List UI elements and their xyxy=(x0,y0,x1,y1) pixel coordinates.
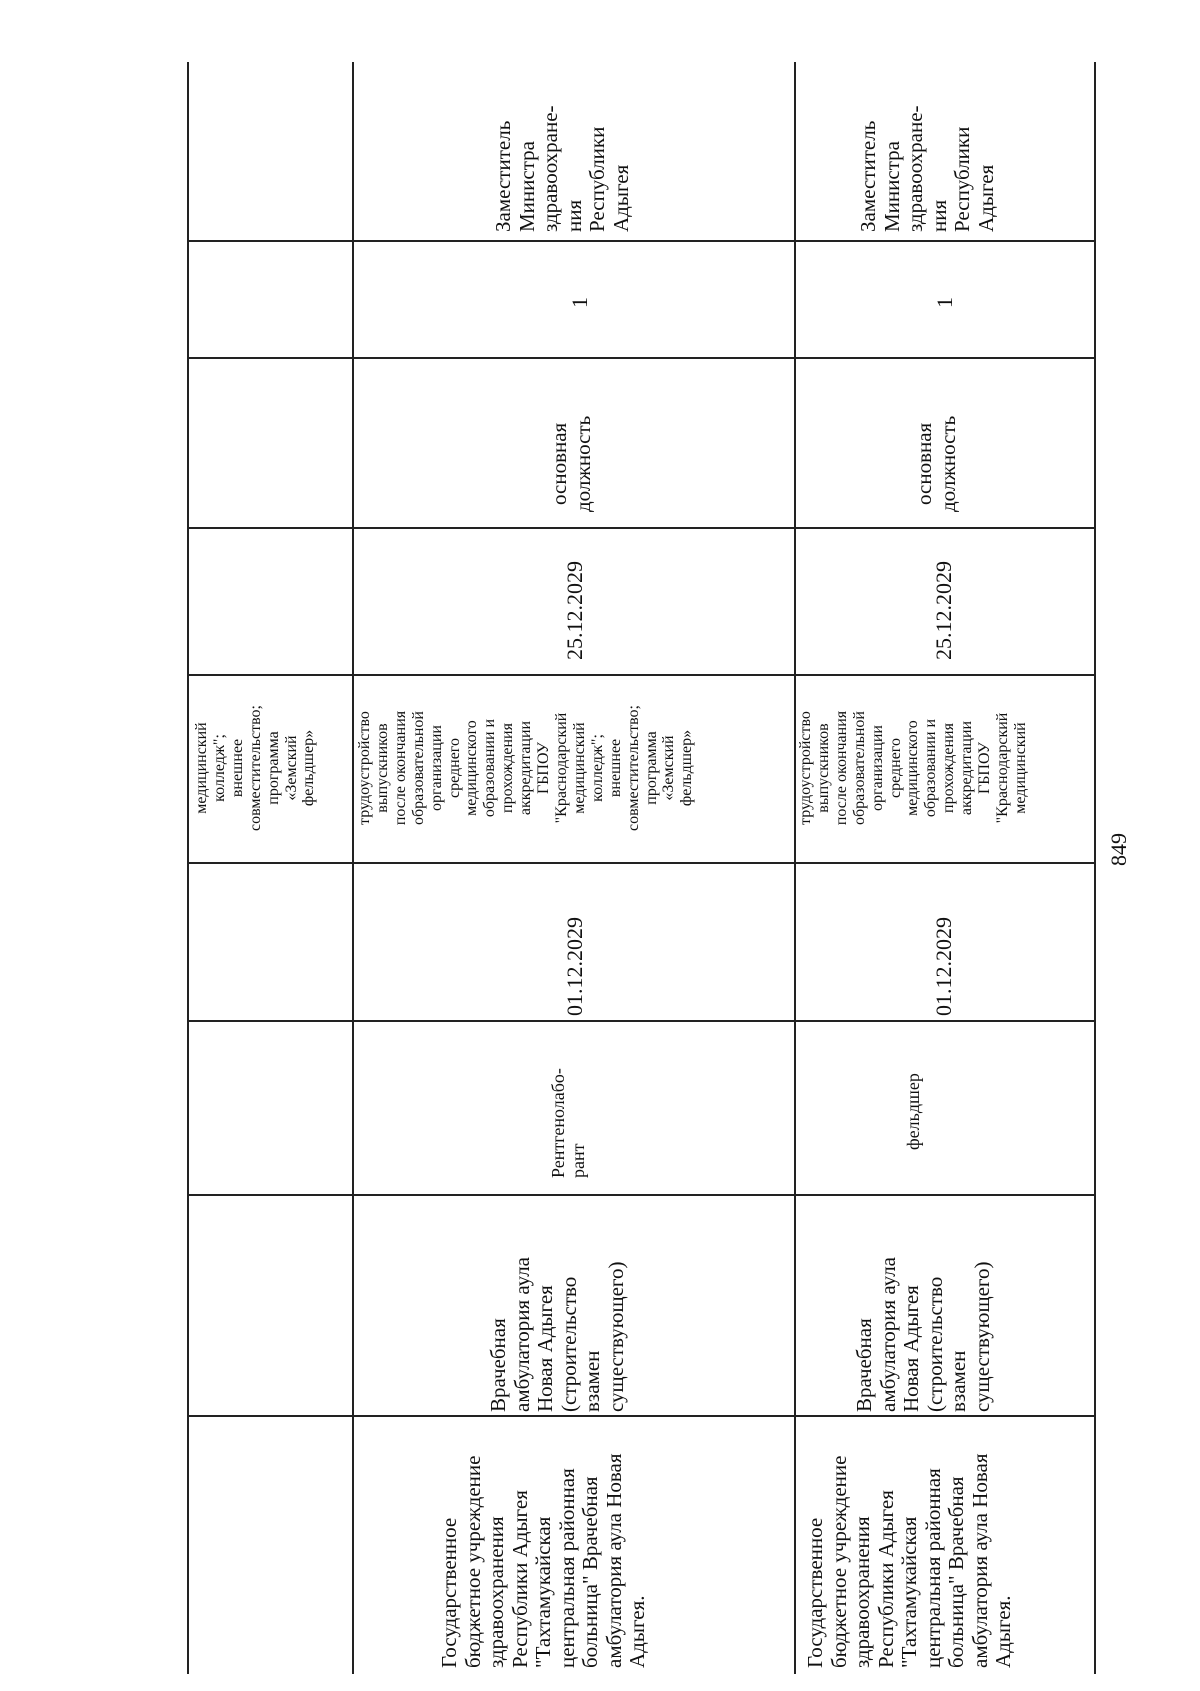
cell-line: здравоохране- xyxy=(903,105,928,232)
cell-line: Заместитель xyxy=(491,120,515,232)
cell-line: амбулатория аула Новая xyxy=(967,1453,992,1668)
cell-line: бюджетное учреждение xyxy=(826,1455,851,1668)
cell-line: совместительство; xyxy=(624,704,642,832)
cell-line: здравоохранения xyxy=(484,1516,509,1668)
row2-responsible-cell xyxy=(857,105,998,232)
cell-line: медицинский xyxy=(1011,722,1029,814)
row2-institution-cell xyxy=(804,1453,1016,1668)
cell-line: медицинский xyxy=(570,722,588,814)
cell-line: существующего) xyxy=(969,1261,994,1412)
column-divider-6 xyxy=(187,1020,1096,1022)
cell-line: Адыгея. xyxy=(991,1595,1016,1668)
cell-line: "Тахтамукайская xyxy=(531,1516,556,1668)
row1-position-cell xyxy=(548,1068,588,1178)
cell-line: Государственное xyxy=(803,1517,827,1668)
cell-line: внешнее xyxy=(606,738,624,798)
cell-line: колледж"; xyxy=(588,734,606,802)
cell-line: центральная районная xyxy=(920,1468,945,1668)
cell-line: аккредитации xyxy=(958,720,976,816)
cell-line: рант xyxy=(568,1143,589,1178)
cell-line: должность xyxy=(935,415,960,512)
row1-count: 1 xyxy=(567,297,592,308)
cell-line: медицинского xyxy=(904,720,922,816)
cell-line: ГБПОУ xyxy=(976,742,994,794)
cell-line: ния xyxy=(561,199,586,232)
cell-line: медицинского xyxy=(463,720,481,816)
table-border-right xyxy=(1094,62,1096,1674)
cell-line: взамен xyxy=(946,1350,971,1412)
cell-line: основная xyxy=(912,422,936,505)
row1-unit-cell xyxy=(487,1257,628,1412)
row1-employment-type-cell xyxy=(548,416,595,512)
cell-line: «Земский xyxy=(660,735,678,801)
cell-line: образовательной xyxy=(850,711,868,825)
cell-line: бюджетное учреждение xyxy=(460,1455,485,1668)
cell-line: выпускников xyxy=(373,723,391,813)
column-divider-7 xyxy=(187,1194,1096,1196)
table-border-left xyxy=(187,62,189,1674)
cell-line: трудоустройство xyxy=(797,711,814,825)
cell-line: "Краснодарский xyxy=(993,712,1011,824)
cell-line: здравоохране- xyxy=(538,105,563,232)
cell-line: Республики Адыгея xyxy=(507,1490,532,1668)
cell-line: Новая Адыгея xyxy=(899,1285,924,1412)
cell-line: трудоустройство xyxy=(356,711,373,825)
cell-line: внешнее xyxy=(228,738,246,798)
cell-line: ния xyxy=(926,199,951,232)
cell-line: "Краснодарский xyxy=(552,712,570,824)
cell-line: Министра xyxy=(514,141,539,232)
cell-line: организации xyxy=(427,725,445,811)
cell-line: здравоохранения xyxy=(850,1516,875,1668)
row1-institution-cell xyxy=(438,1453,650,1668)
row1-date-start: 01.12.2029 xyxy=(562,917,587,1016)
cell-line: образовании и xyxy=(481,718,499,818)
cell-line: среднего xyxy=(886,738,904,798)
row2-date-start: 01.12.2029 xyxy=(931,917,956,1016)
cell-line: программа xyxy=(642,731,660,805)
row1-date-end: 25.12.2029 xyxy=(562,561,587,660)
cell-line: амбулатория аула xyxy=(509,1256,534,1412)
row2-date-end: 25.12.2029 xyxy=(931,561,956,660)
row2-conditions-cell xyxy=(797,676,1030,860)
cell-line: организации xyxy=(868,725,886,811)
cell-line: «Земский xyxy=(282,735,300,801)
cell-line: совместительство; xyxy=(246,704,264,832)
cell-line: Адыгея xyxy=(608,164,633,232)
cell-line: Врачебная xyxy=(852,1318,876,1412)
cell-line: Республики xyxy=(950,126,975,232)
column-divider-1 xyxy=(187,240,1096,242)
row-divider-2 xyxy=(794,62,796,1674)
cell-line: Государственное xyxy=(437,1517,461,1668)
row-divider-1 xyxy=(352,62,354,1674)
cell-line: медицинский xyxy=(193,722,210,814)
cell-line: Врачебная xyxy=(486,1318,510,1412)
row1-conditions-cell xyxy=(356,676,696,860)
cell-line: центральная районная xyxy=(554,1468,579,1668)
cell-line: взамен xyxy=(580,1350,605,1412)
row2-position-cell xyxy=(903,1073,923,1150)
row2-employment-type-cell xyxy=(913,416,960,512)
cell-line: после окончания xyxy=(391,710,409,826)
cell-line: колледж"; xyxy=(210,734,228,802)
column-divider-2 xyxy=(187,357,1096,359)
cell-line: Адыгея xyxy=(973,164,998,232)
cell-line: ГБПОУ xyxy=(535,742,553,794)
cell-line: Республики Адыгея xyxy=(873,1490,898,1668)
cell-line: Республики xyxy=(585,126,610,232)
cell-line: прохождения xyxy=(940,723,958,813)
cell-line: образовательной xyxy=(409,711,427,825)
cell-line: Заместитель xyxy=(856,120,880,232)
continuation-conditions-cell xyxy=(193,676,318,860)
column-divider-5 xyxy=(187,862,1096,864)
cell-line: (строительство xyxy=(922,1276,947,1412)
cell-line: аккредитации xyxy=(517,720,535,816)
cell-line: среднего xyxy=(445,738,463,798)
cell-line: больница" Врачебная xyxy=(578,1476,603,1668)
cell-line: прохождения xyxy=(499,723,517,813)
cell-line: основная xyxy=(547,422,571,505)
row1-responsible-cell xyxy=(492,105,633,232)
column-divider-8 xyxy=(187,1415,1096,1417)
cell-line: должность xyxy=(570,415,595,512)
cell-line: фельдшер» xyxy=(678,729,696,807)
cell-line: выпускников xyxy=(814,723,832,813)
cell-line: фельдшер» xyxy=(300,729,318,807)
cell-line: программа xyxy=(264,731,282,805)
cell-line: Министра xyxy=(879,141,904,232)
row2-unit-cell xyxy=(853,1257,994,1412)
cell-line: существующего) xyxy=(603,1261,628,1412)
cell-line: образовании и xyxy=(922,718,940,818)
cell-line: Рентгенолабо- xyxy=(548,1068,568,1178)
cell-line: Адыгея. xyxy=(625,1595,650,1668)
cell-line: амбулатория аула Новая xyxy=(601,1453,626,1668)
page-number: 849 xyxy=(1106,833,1131,866)
cell-line: Новая Адыгея xyxy=(533,1285,558,1412)
row2-count: 1 xyxy=(932,297,957,308)
cell-line: фельдшер xyxy=(903,1073,923,1150)
cell-line: амбулатория аула xyxy=(875,1256,900,1412)
column-divider-3 xyxy=(187,527,1096,529)
cell-line: после окончания xyxy=(832,710,850,826)
cell-line: (строительство xyxy=(556,1276,581,1412)
cell-line: "Тахтамукайская xyxy=(897,1516,922,1668)
cell-line: больница" Врачебная xyxy=(944,1476,969,1668)
